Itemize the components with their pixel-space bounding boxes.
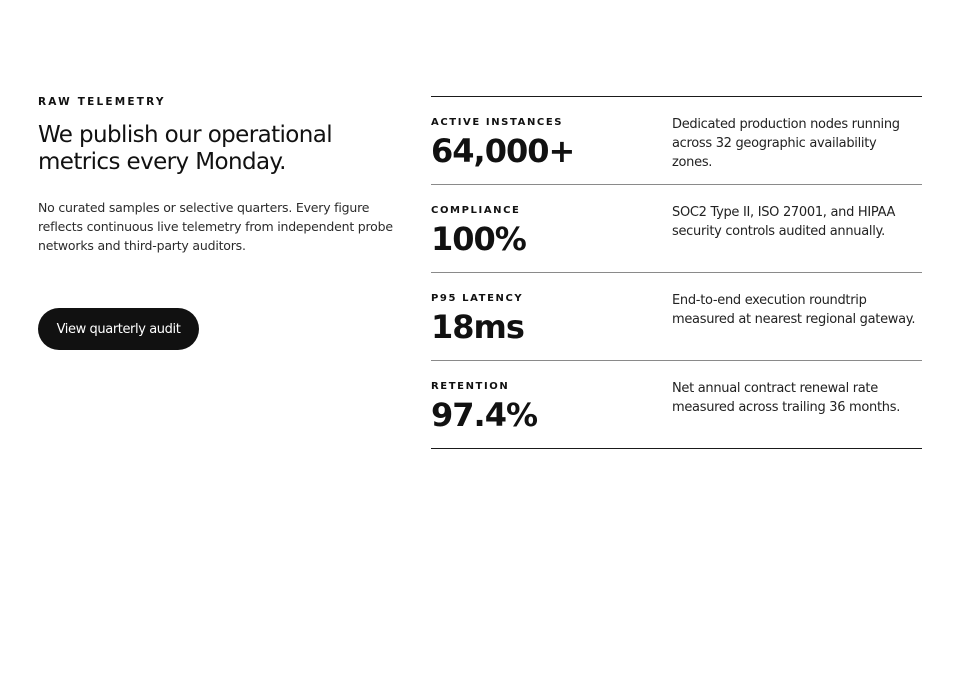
metric-row-compliance bbox=[431, 185, 922, 273]
metric-value: 64,000+ bbox=[431, 132, 575, 170]
metric-value: 97.4% bbox=[431, 396, 538, 434]
metric-row-active-instances bbox=[431, 97, 922, 185]
metric-description: Net annual contract renewal rate measured across trailing 36 months. bbox=[672, 381, 901, 415]
view-quarterly-audit-button[interactable]: View quarterly audit bbox=[38, 308, 199, 350]
metrics-list bbox=[431, 96, 922, 449]
metric-row-retention bbox=[431, 361, 922, 449]
metric-description: End-to-end execution roundtrip measured at nearest regional gateway. bbox=[672, 293, 916, 327]
metric-label: RETENTION bbox=[431, 381, 510, 392]
metric-description: Dedicated production nodes running across 32 geographic availability zones. bbox=[672, 117, 900, 170]
section-headline: We publish our operational metrics every Monday. bbox=[38, 122, 333, 175]
metric-label: ACTIVE INSTANCES bbox=[431, 117, 564, 128]
section-description: No curated samples or selective quarters. Every figure reflects continuous live telemetry from independent probe networks and third-party auditors. bbox=[38, 200, 393, 253]
metric-description: SOC2 Type II, ISO 27001, and HIPAA security controls audited annually. bbox=[672, 205, 896, 239]
metric-label: COMPLIANCE bbox=[431, 205, 521, 216]
metric-value: 100% bbox=[431, 220, 526, 258]
intro-section bbox=[38, 96, 398, 337]
section-eyebrow: RAW TELEMETRY bbox=[38, 96, 166, 108]
metric-label: P95 LATENCY bbox=[431, 293, 524, 304]
metric-value: 18ms bbox=[431, 308, 524, 346]
metric-row-p95-latency bbox=[431, 273, 922, 361]
